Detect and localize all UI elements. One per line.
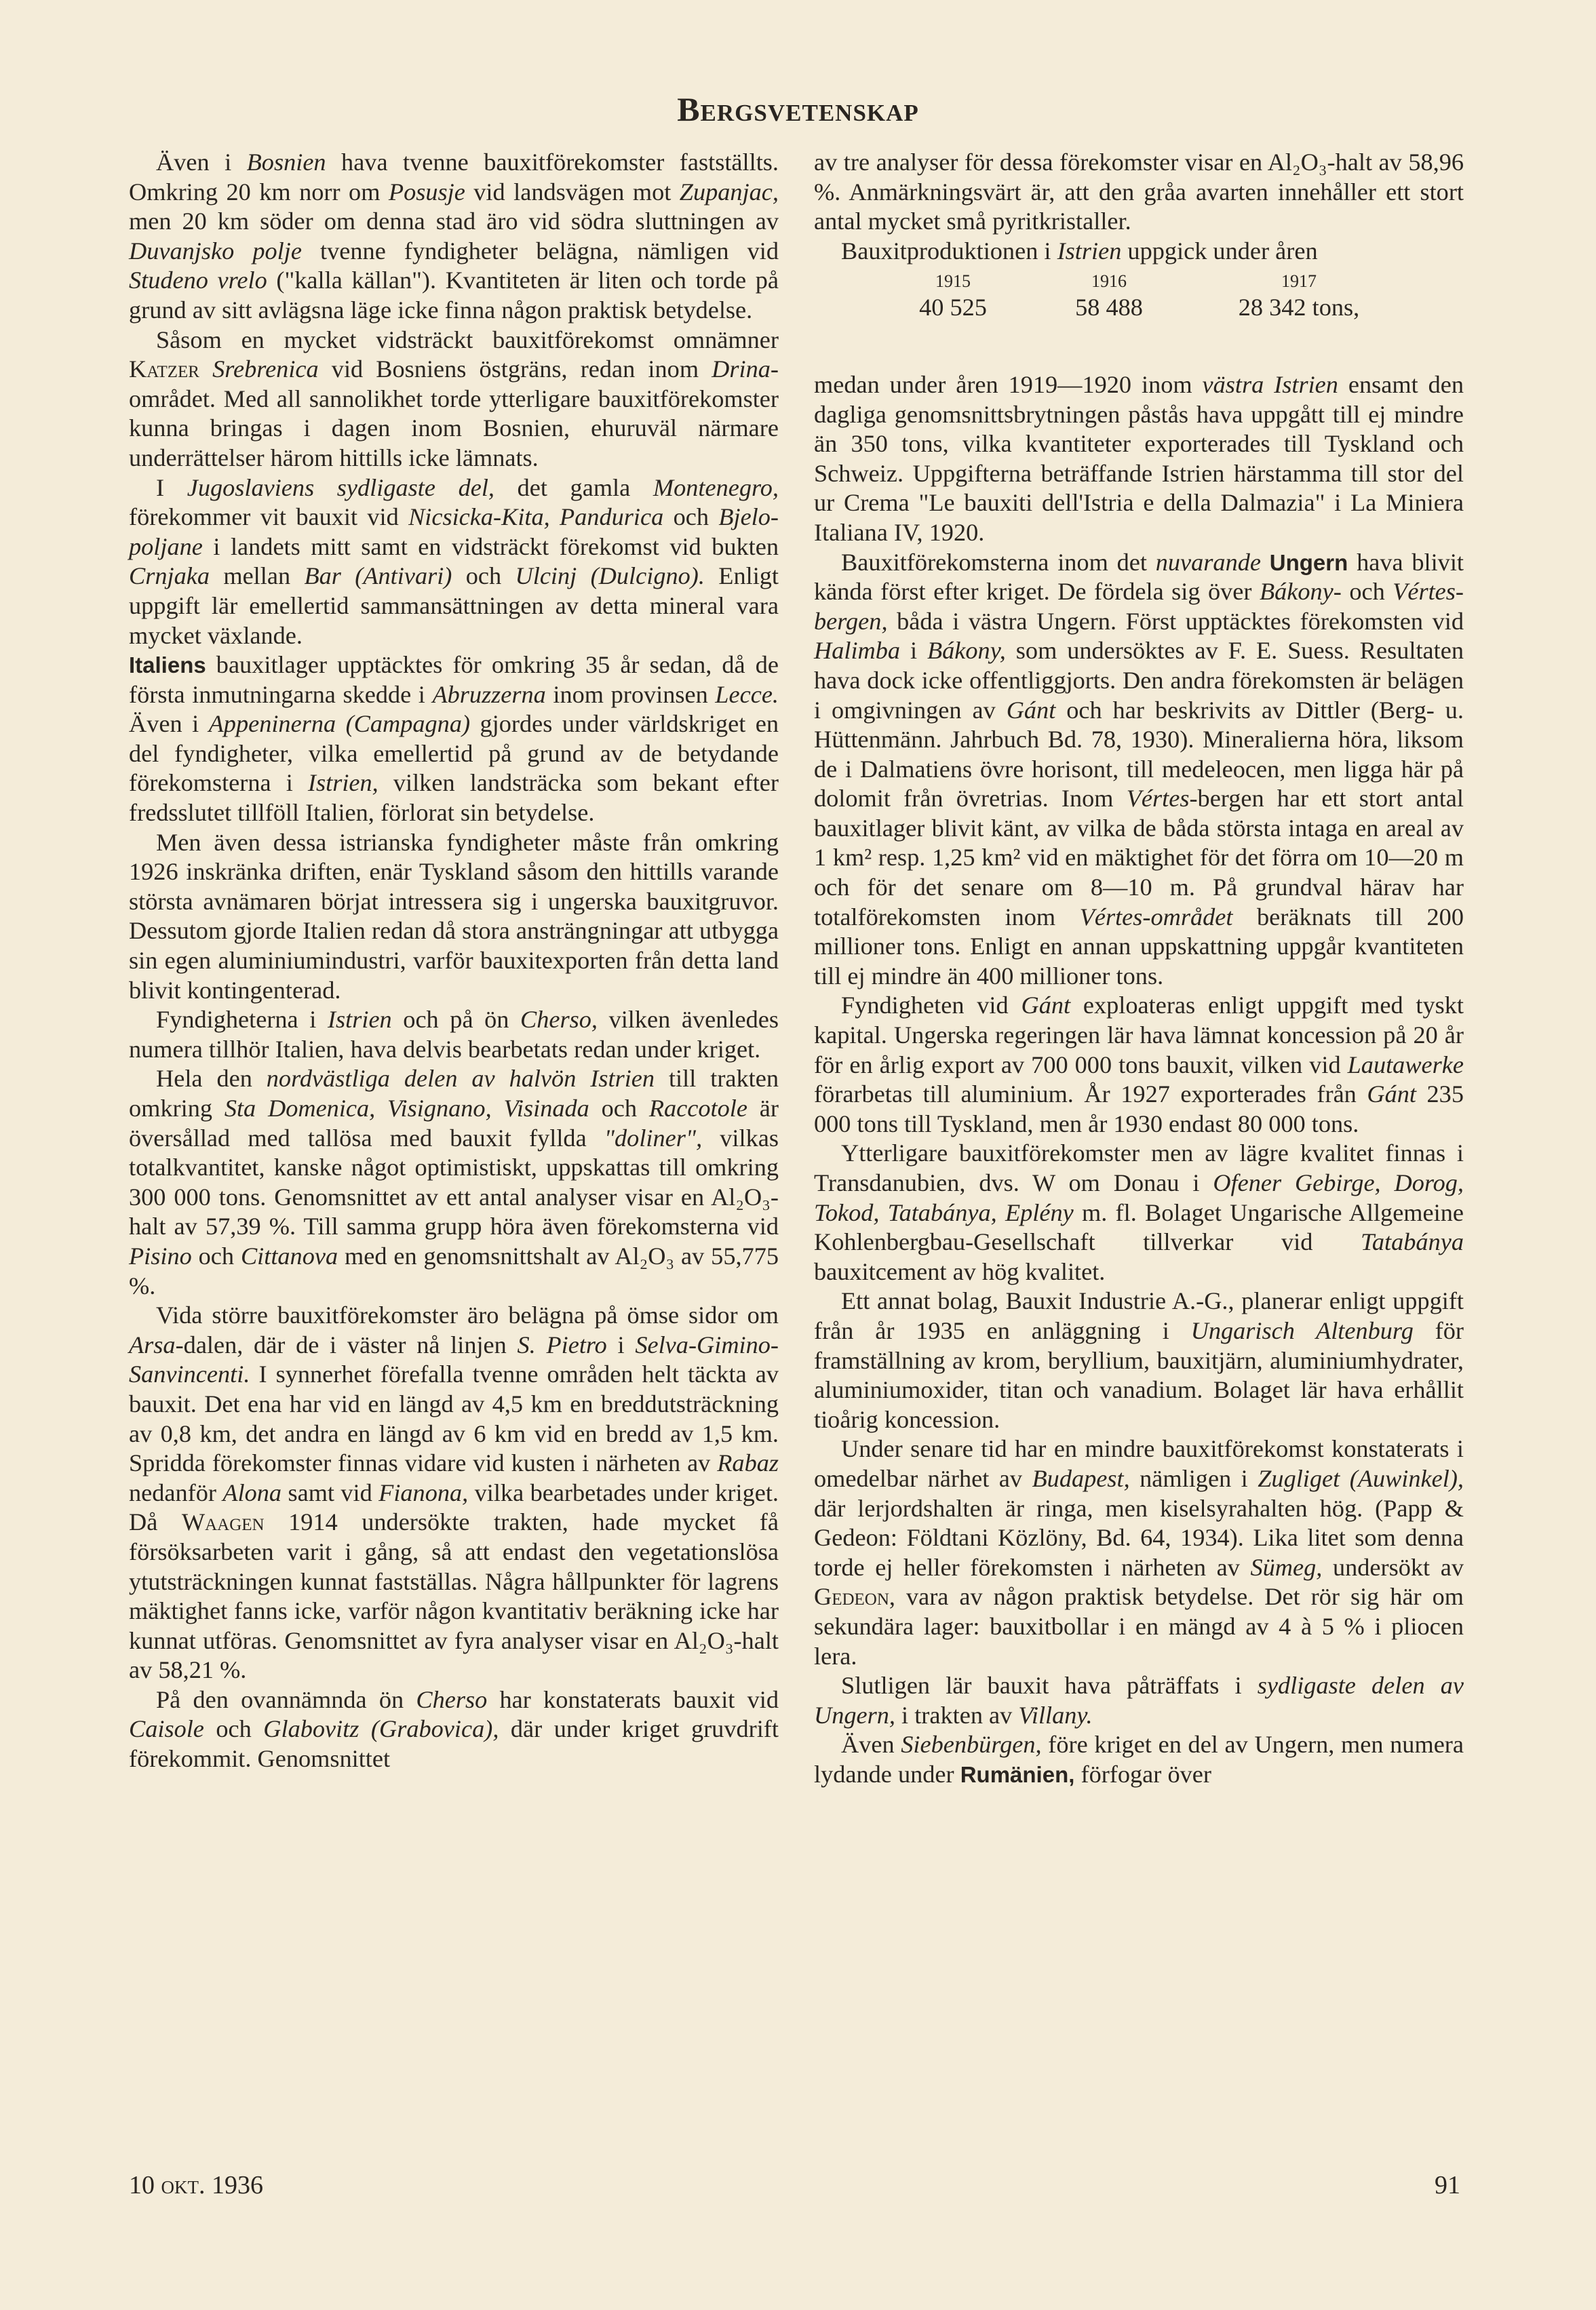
italic-span: västra Istrien: [1202, 370, 1338, 398]
smallcaps-span: Gedeon: [814, 1583, 889, 1611]
paragraph: Bauxitförekomsterna inom det nuvarande Ungern hava blivit kända först efter kriget. De fördela sig över Bákony- och Vértes-bergen, båda i västra Ungern. Först upptäcktes förekomsten vid Halimba i Bákony, som undersöktes av F. E. Suess. Resultaten hava dock icke offentliggjorts. Den andra förekomsten är belägen i omgivningen av Gánt och har beskrivits av Dittler (Berg- u. Hüttenmänn. Jahrbuch Bd. 78, 1930). Mineralierna höra, liksom de i Dalmatiens övre horisont, till medeleocen, men ligga här på dolomit från övretrias. Inom Vértes-bergen har ett stort antal bauxitlager blivit känt, av vilka de båda största intaga en areal av 1 km² resp. 1,25 km² vid en mäktighet för det förra om 10—20 m och för det senare om 8—10 m. På grundval härav har totalförekomsten inom Vértes-området beräknats till 200 millioner tons. Enligt en annan uppskattning uppgår kvantiteten till ej mindre än 400 millioner tons.: [814, 548, 1464, 990]
italic-span: Alona: [222, 1479, 282, 1506]
italic-span: Lecce.: [715, 680, 779, 708]
production-table: [875, 270, 1464, 323]
italic-span: Drina: [712, 355, 771, 383]
italic-span: Glabovitz (Grabovica),: [263, 1715, 499, 1743]
italic-span: Bar (Antivari): [304, 562, 452, 590]
italic-span: Sümeg,: [1250, 1553, 1323, 1581]
italic-span: Istrien: [1057, 237, 1122, 265]
italic-span: Vértes-bergen,: [814, 578, 1464, 635]
italic-span: Raccotole: [648, 1095, 747, 1122]
italic-span: Bákony,: [927, 637, 1006, 665]
paragraph: av tre analyser för dessa förekomster visar en Al₂O₃-halt av 58,96 %. Anmärkningsvärt är, att den gråa avarten innehåller ett stort antal mycket små pyritkristaller.: [814, 149, 1464, 235]
paragraph: Ett annat bolag, Bauxit Industrie A.-G., planerar enligt uppgift från år 1935 en anläggning i Ungarisch Altenburg för framställning av krom, beryllium, bauxitjärn, aluminiumhydrater, aluminiumoxider, titan och vanadium. Bolaget lär hava erhållit tioårig koncession.: [814, 1287, 1464, 1433]
italic-span: Cherso,: [520, 1006, 598, 1034]
italic-span: Studeno vrelo: [129, 267, 267, 294]
page-number: 91: [1435, 2171, 1460, 2199]
paragraph: Även Siebenbürgen, före kriget en del av Ungern, men numera lydande under Rumänien, förfogar över: [814, 1731, 1464, 1788]
paragraph: Ytterligare bauxitförekomster men av lägre kvalitet finnas i Transdanubien, dvs. W om Donau i Ofener Gebirge, Dorog, Tokod, Tatabánya, Eplény m. fl. Bolaget Ungarische Allgemeine Kohlenbergbau-Gesellschaft tillverkar vid Tatabánya bauxitcement av hög kvalitet.: [814, 1139, 1464, 1285]
left-column: [129, 148, 779, 1774]
italic-span: Bjelo-poljane: [129, 503, 779, 560]
italic-span: Siebenbürgen,: [901, 1731, 1042, 1759]
italic-span: Montenegro,: [653, 473, 779, 501]
italic-span: Duvanjsko polje: [129, 237, 302, 265]
right-column: [814, 148, 1464, 1789]
italic-span: S. Pietro: [517, 1331, 607, 1358]
italic-span: Crnjaka: [129, 562, 210, 590]
production-value: 28 342 tons,: [1238, 294, 1360, 321]
italic-span: Cittanova: [240, 1242, 338, 1270]
italic-span: Caisole: [129, 1715, 204, 1743]
italic-span: "doliner",: [604, 1124, 703, 1152]
italic-span: Gánt: [1006, 696, 1056, 724]
paragraph: Även i Bosnien hava tvenne bauxitförekomster fastställts. Omkring 20 km norr om Posusje vid landsvägen mot Zupanjac, men 20 km söder om denna stad äro vid södra sluttningen av Duvanjsko polje tvenne fyndigheter belägna, nämligen vid Studeno vrelo ("kalla källan"). Kvantiteten är liten och torde på grund av sitt avlägsna läge icke finna någon praktisk betydelse.: [129, 149, 779, 324]
italic-span: Pisino: [129, 1242, 192, 1270]
production-year: 1916: [1091, 271, 1127, 292]
italic-span: Zupanjac,: [679, 178, 779, 205]
italic-span: Sta Domenica, Visignano, Visinada: [224, 1095, 589, 1122]
italic-span: Bákony-: [1259, 578, 1342, 606]
production-value: 58 488: [1075, 294, 1143, 321]
italic-span: Tatabánya: [1361, 1228, 1464, 1256]
italic-span: Cherso: [416, 1685, 488, 1713]
italic-span: Gánt: [1021, 992, 1071, 1019]
italic-span: Gánt: [1367, 1080, 1416, 1108]
italic-span: Istrien: [327, 1006, 392, 1034]
paragraph: Italiens bauxitlager upptäcktes för omkring 35 år sedan, då de första inmutningarna skedde i Abruzzerna inom provinsen Lecce. Även i Appeninerna (Campagna) gjordes under världskriget en del fyndigheter, vilka emellertid på grund av de betydande förekomsterna i Istrien, vilken landsträcka som bekant efter fredsslutet tillföll Italien, förlorat sin betydelse.: [129, 651, 779, 827]
bold-span: Italiens: [129, 652, 206, 678]
page-title: Bergsvetenskap: [677, 90, 919, 128]
paragraph: Bauxitproduktionen i Istrien uppgick under åren: [841, 237, 1318, 265]
paragraph: I Jugoslaviens sydligaste del, det gamla Montenegro, förekommer vit bauxit vid Nicsicka-Kita, Pandurica och Bjelo-poljane i landets mitt samt en vidsträckt förekomst vid bukten Crnjaka mellan Bar (Antivari) och Ulcinj (Dulcigno). Enligt uppgift lär emellertid sammansättningen av detta mineral vara mycket växlande.: [129, 473, 779, 649]
italic-span: Villany.: [1018, 1701, 1093, 1729]
italic-span: nordvästliga delen av halvön Istrien: [266, 1065, 655, 1093]
italic-span: Ungarisch Altenburg: [1190, 1316, 1414, 1344]
paragraph: Men även dessa istrianska fyndigheter måste från omkring 1926 inskränka driften, enär Tyskland såsom den hittills varande största avnämaren börjat intressera sig i ungerska bauxitgruvor. Dessutom gjorde Italien redan då stora ansträngningar att utbygga sin egen aluminiumindustri, varför bauxitexporten från detta land blivit kontingenterad.: [129, 828, 779, 1004]
italic-span: Posusje: [388, 178, 465, 205]
italic-span: Ofener Gebirge, Dorog, Tokod, Tatabánya, Eplény: [814, 1169, 1464, 1226]
italic-span: nuvarande: [1155, 548, 1261, 576]
paragraph: Fyndigheten vid Gánt exploateras enligt uppgift med tyskt kapital. Ungerska regeringen lär hava lämnat koncession på 20 år för en årlig export av 700 000 tons bauxit, vilken vid Lautawerke förarbetas till aluminium. År 1927 exporterades från Gánt 235 000 tons till Tyskland, men år 1930 endast 80 000 tons.: [814, 992, 1464, 1137]
italic-span: Budapest,: [1032, 1464, 1130, 1492]
italic-span: Nicsicka-Kita, Pandurica: [408, 503, 664, 531]
italic-span: sydligaste delen av Ungern,: [814, 1672, 1464, 1729]
italic-span: Lautawerke: [1347, 1051, 1464, 1078]
italic-span: Ulcinj (Dulcigno).: [515, 562, 705, 590]
paragraph: Hela den nordvästliga delen av halvön Istrien till trakten omkring Sta Domenica, Visignano, Visinada och Raccotole är översållad med tallösa med bauxit fyllda "doliner", vilkas totalkvantitet, kanske något optimistiskt, uppskattas till omkring 300 000 tons. Genomsnittet av ett antal analyser visar en Al₂O₃-halt av 57,39 %. Till samma grupp höra även förekomsterna vid Pisino och Cittanova med en genomsnittshalt av Al₂O₃ av 55,775 %.: [129, 1065, 779, 1299]
production-value: 40 525: [919, 294, 987, 321]
paragraph: Slutligen lär bauxit hava påträffats i sydligaste delen av Ungern, i trakten av Villany.: [814, 1672, 1464, 1729]
italic-span: Istrien,: [307, 769, 378, 797]
paragraph: Såsom en mycket vidsträckt bauxitförekomst omnämner Katzer Srebrenica vid Bosniens östgräns, redan inom Drina-området. Med all sannolikhet torde ytterligare bauxitförekomster kunna bringas i dagen inom Bosnien, ehuruväl närmare underrättelser härom hittills icke lämnats.: [129, 326, 779, 471]
italic-span: Bosnien: [246, 149, 326, 176]
italic-span: Abruzzerna: [432, 680, 546, 708]
italic-span: Halimba: [814, 637, 901, 665]
paragraph: På den ovannämnda ön Cherso har konstaterats bauxit vid Caisole och Glabovitz (Grabovica), där under kriget gruvdrift förekommit. Genomsnittet: [129, 1685, 779, 1773]
italic-span: Fianona,: [378, 1479, 469, 1506]
paragraph: Under senare tid har en mindre bauxitförekomst konstaterats i omedelbar närhet av Budapest, nämligen i Zugliget (Auwinkel), där lerjordshalten är ringa, men kiselsyrahalten hög. (Papp & Gedeon: Földtani Közlöny, Bd. 64, 1934). Lika litet som denna torde ej heller förekomsten i närheten av Sümeg, undersökt av Gedeon, vara av någon praktisk betydelse. Det rör sig här om sekundära lager: bauxitbollar i en mängd av 4 à 5 % i pliocen lera.: [814, 1435, 1464, 1670]
italic-span: Selva-Gimino-Sanvincenti.: [129, 1331, 779, 1388]
paragraph: Vida större bauxitförekomster äro belägna på ömse sidor om Arsa-dalen, där de i väster nå linjen S. Pietro i Selva-Gimino-Sanvincenti. I synnerhet förefalla tvenne områden helt täckta av bauxit. Det ena har vid en längd av 4,5 km en breddutsträckning av 0,8 km, det andra en längd av 6 km vid en bredd av 1,5 km. Spridda förekomster finnas vidare vid kusten i närheten av Rabaz nedanför Alona samt vid Fianona, vilka bearbetades under kriget. Då Waagen 1914 undersökte trakten, hade mycket få försöksarbeten varit i gång, så att endast den vegetationslösa ytutsträckningen kunnat fastställas. Några hållpunkter för lagrens mäktighet fanns icke, varför någon kvantitativ beräkning icke har kunnat utföras. Genomsnittet av fyra analyser visar en Al₂O₃-halt av 58,21 %.: [129, 1301, 779, 1684]
bold-span: Ungern: [1269, 549, 1348, 575]
italic-span: Jugoslaviens sydligaste del,: [187, 473, 494, 501]
production-year: 1915: [935, 271, 971, 292]
production-year: 1917: [1281, 271, 1317, 292]
italic-span: Arsa: [129, 1331, 176, 1358]
paragraph: medan under åren 1919—1920 inom västra Istrien ensamt den dagliga genomsnittsbrytningen påstås hava uppgått till ej mindre än 350 tons, vilka kvantiteter exporterades till Tyskland och Schweiz. Uppgifterna beträffande Istrien härstamma till stor del ur Crema "Le bauxiti dell'Istria e della Dalmazia" i La Miniera Italiana IV, 1920.: [814, 370, 1464, 546]
smallcaps-span: Katzer: [129, 355, 199, 383]
italic-span: Appeninerna (Campagna): [208, 710, 471, 738]
italic-span: Zugliget (Auwinkel),: [1258, 1464, 1464, 1492]
smallcaps-span: Waagen: [181, 1508, 265, 1536]
italic-span: Vértes-området: [1079, 903, 1233, 931]
bold-span: Rumänien,: [960, 1761, 1075, 1787]
footer-date: 10 okt. 1936: [129, 2171, 263, 2199]
italic-span: Srebrenica: [212, 355, 319, 383]
paragraph: Fyndigheterna i Istrien och på ön Cherso, vilken ävenledes numera tillhör Italien, hava delvis bearbetats redan under kriget.: [129, 1006, 779, 1063]
italic-span: Vértes: [1126, 785, 1190, 813]
italic-span: Rabaz: [717, 1449, 779, 1477]
